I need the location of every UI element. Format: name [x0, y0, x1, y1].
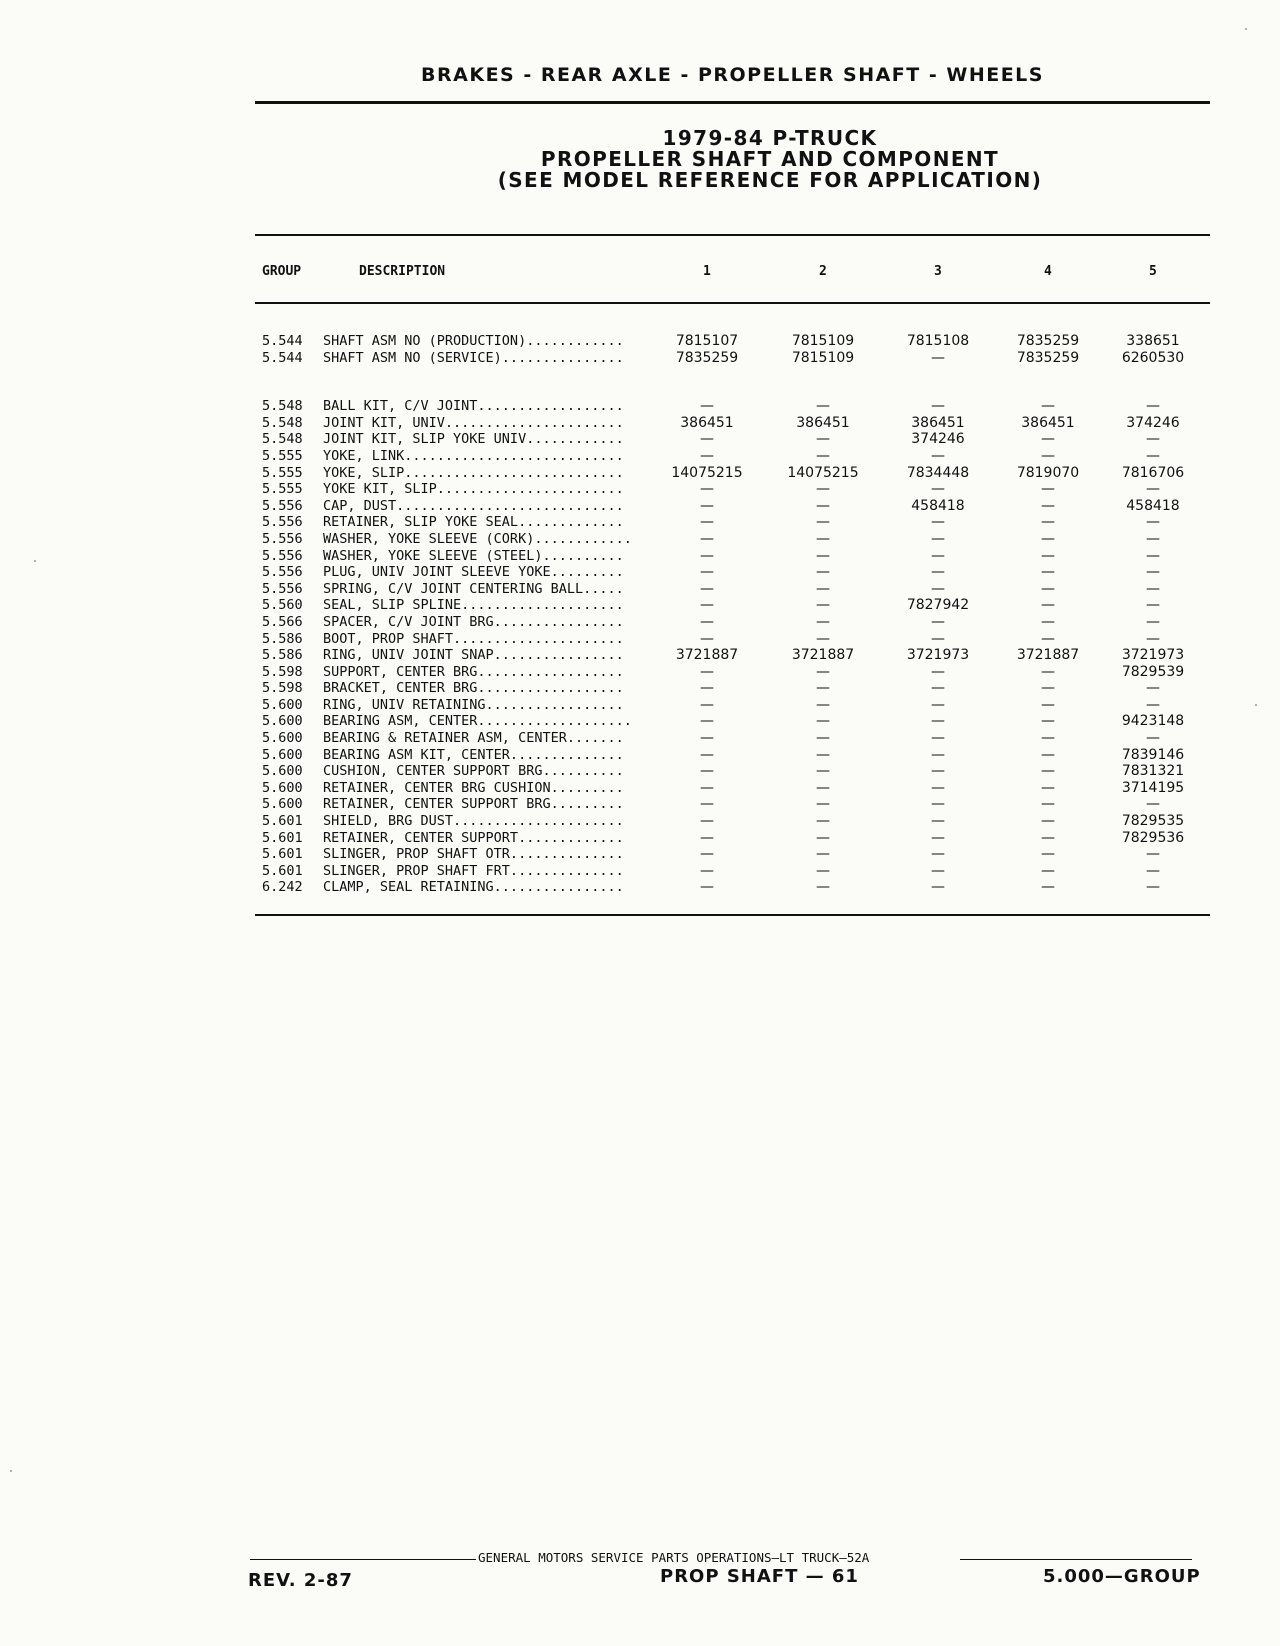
- part-number-col-2: —: [816, 580, 830, 597]
- part-number-col-1: —: [700, 530, 714, 547]
- part-number-col-5: —: [1146, 630, 1160, 647]
- part-description: RING, UNIV RETAINING.................: [323, 696, 624, 713]
- part-number-col-1: —: [700, 713, 714, 730]
- header-col-4: 4: [1044, 264, 1052, 279]
- part-number-col-1: —: [700, 746, 714, 763]
- part-description: BOOT, PROP SHAFT.....................: [323, 630, 624, 647]
- part-number-col-1: —: [700, 829, 714, 846]
- part-number-col-3: —: [931, 514, 945, 531]
- part-number-col-1: —: [700, 813, 714, 830]
- table-row: [0, 813, 1280, 830]
- table-row: [0, 564, 1280, 581]
- part-number-col-5: 7831321: [1121, 763, 1185, 780]
- part-number-col-4: —: [1041, 497, 1055, 514]
- part-number-col-1: —: [700, 630, 714, 647]
- part-description: SHIELD, BRG DUST.....................: [323, 813, 624, 830]
- part-number-col-1: —: [700, 398, 714, 415]
- part-number-col-1: —: [700, 447, 714, 464]
- header-col-3: 3: [934, 264, 942, 279]
- part-number-col-5: 7829535: [1121, 813, 1185, 830]
- part-number-col-4: —: [1041, 447, 1055, 464]
- part-number-col-2: —: [816, 696, 830, 713]
- group-number: 5.560: [262, 597, 303, 614]
- part-number-col-5: —: [1146, 530, 1160, 547]
- part-number-col-4: —: [1041, 431, 1055, 448]
- part-number-col-2: —: [816, 630, 830, 647]
- part-number-col-4: —: [1041, 514, 1055, 531]
- part-number-col-2: —: [816, 713, 830, 730]
- scan-speck: [10, 1470, 12, 1472]
- part-description: WASHER, YOKE SLEEVE (CORK)............: [323, 530, 632, 547]
- part-number-col-4: 3721887: [1016, 647, 1080, 664]
- group-number: 5.548: [262, 414, 303, 431]
- part-number-col-2: —: [816, 398, 830, 415]
- table-bottom-rule: [255, 914, 1210, 916]
- part-number-col-1: 7815107: [675, 333, 739, 349]
- part-number-col-4: —: [1041, 530, 1055, 547]
- part-number-col-3: 7827942: [906, 597, 970, 614]
- part-number-col-3: —: [931, 630, 945, 647]
- part-number-col-5: 3714195: [1121, 779, 1185, 796]
- part-number-col-4: —: [1041, 779, 1055, 796]
- part-number-col-1: —: [700, 547, 714, 564]
- part-description: RETAINER, CENTER SUPPORT BRG.........: [323, 796, 624, 813]
- part-number-col-4: —: [1041, 597, 1055, 614]
- part-number-col-1: —: [700, 730, 714, 747]
- table-row: [0, 680, 1280, 697]
- part-number-col-4: —: [1041, 663, 1055, 680]
- part-number-col-3: —: [931, 796, 945, 813]
- part-number-col-3: —: [931, 813, 945, 830]
- part-description: SUPPORT, CENTER BRG..................: [323, 663, 624, 680]
- part-number-col-1: —: [700, 514, 714, 531]
- part-number-col-2: —: [816, 613, 830, 630]
- group-number: 5.544: [262, 333, 303, 349]
- part-description: BEARING & RETAINER ASM, CENTER.......: [323, 730, 624, 747]
- group-number: 5.555: [262, 464, 303, 481]
- part-number-col-1: —: [700, 431, 714, 448]
- table-row: [0, 614, 1280, 631]
- group-number: 5.556: [262, 530, 303, 547]
- part-number-col-5: —: [1146, 613, 1160, 630]
- group-number: 5.600: [262, 713, 303, 730]
- part-number-col-2: 7815109: [791, 333, 855, 349]
- part-number-col-4: —: [1041, 613, 1055, 630]
- part-number-col-2: —: [816, 730, 830, 747]
- part-number-col-4: 386451: [1021, 414, 1075, 431]
- title-line-1: 1979-84 P-TRUCK: [662, 126, 878, 150]
- part-number-col-2: —: [816, 514, 830, 531]
- table-row: [0, 531, 1280, 548]
- part-number-col-5: —: [1146, 696, 1160, 713]
- group-number: 5.601: [262, 862, 303, 879]
- part-description: CAP, DUST............................: [323, 497, 624, 514]
- part-description: SLINGER, PROP SHAFT FRT..............: [323, 862, 624, 879]
- part-description: SHAFT ASM NO (SERVICE)...............: [323, 349, 624, 366]
- part-number-col-2: —: [816, 530, 830, 547]
- part-number-col-2: —: [816, 564, 830, 581]
- part-number-col-5: —: [1146, 547, 1160, 564]
- part-number-col-1: 7835259: [675, 349, 739, 366]
- section-header: BRAKES - REAR AXLE - PROPELLER SHAFT - WHEELS: [421, 64, 1044, 86]
- table-row: [0, 796, 1280, 813]
- part-number-col-4: 7835259: [1016, 333, 1080, 349]
- part-number-col-2: —: [816, 763, 830, 780]
- part-number-col-2: —: [816, 862, 830, 879]
- part-number-col-2: —: [816, 680, 830, 697]
- part-number-col-3: —: [931, 746, 945, 763]
- part-number-col-2: —: [816, 497, 830, 514]
- part-description: BALL KIT, C/V JOINT..................: [323, 398, 624, 415]
- group-number: 5.586: [262, 630, 303, 647]
- part-description: SPRING, C/V JOINT CENTERING BALL.....: [323, 580, 624, 597]
- table-row: [0, 597, 1280, 614]
- table-row: [0, 647, 1280, 664]
- part-number-col-2: —: [816, 447, 830, 464]
- part-number-col-5: 7829536: [1121, 829, 1185, 846]
- part-number-col-3: 7815108: [906, 333, 970, 349]
- part-number-col-1: —: [700, 597, 714, 614]
- part-number-col-5: —: [1146, 580, 1160, 597]
- part-number-col-5: —: [1146, 514, 1160, 531]
- table-row: [0, 713, 1280, 730]
- part-description: RING, UNIV JOINT SNAP................: [323, 647, 624, 664]
- footer-org: GENERAL MOTORS SERVICE PARTS OPERATIONS—LT TRUCK—52A: [478, 1550, 870, 1565]
- part-number-col-5: 7839146: [1121, 746, 1185, 763]
- group-number: 5.555: [262, 447, 303, 464]
- part-number-col-1: —: [700, 879, 714, 896]
- part-number-col-5: 7816706: [1121, 464, 1185, 481]
- part-description: RETAINER, SLIP YOKE SEAL.............: [323, 514, 624, 531]
- part-number-col-3: —: [931, 763, 945, 780]
- part-number-col-3: —: [931, 398, 945, 415]
- part-number-col-4: —: [1041, 713, 1055, 730]
- part-number-col-5: —: [1146, 862, 1160, 879]
- header-group: GROUP: [262, 264, 302, 279]
- part-number-col-2: —: [816, 846, 830, 863]
- part-number-col-3: —: [931, 481, 945, 498]
- page-titles: [460, 128, 1080, 191]
- group-number: 5.586: [262, 647, 303, 664]
- header-rule: [255, 101, 1210, 104]
- part-number-col-3: —: [931, 730, 945, 747]
- footer-group: 5.000—GROUP: [1043, 1566, 1201, 1587]
- part-number-col-1: —: [700, 680, 714, 697]
- part-number-col-4: —: [1041, 481, 1055, 498]
- part-number-col-5: —: [1146, 447, 1160, 464]
- part-description: RETAINER, CENTER BRG CUSHION.........: [323, 779, 624, 796]
- part-number-col-4: —: [1041, 580, 1055, 597]
- part-number-col-5: 458418: [1126, 497, 1180, 514]
- part-number-col-3: 374246: [911, 431, 965, 448]
- part-number-col-1: —: [700, 763, 714, 780]
- title-line-2: PROPELLER SHAFT AND COMPONENT: [540, 147, 1000, 171]
- group-number: 5.566: [262, 613, 303, 630]
- part-number-col-2: 386451: [796, 414, 850, 431]
- header-bottom-rule: [255, 302, 1210, 304]
- part-number-col-3: —: [931, 862, 945, 879]
- part-number-col-1: —: [700, 846, 714, 863]
- part-number-col-3: —: [931, 779, 945, 796]
- part-number-col-3: —: [931, 564, 945, 581]
- part-number-col-5: —: [1146, 846, 1160, 863]
- group-number: 5.548: [262, 398, 303, 415]
- group-number: 5.598: [262, 663, 303, 680]
- part-number-col-5: —: [1146, 879, 1160, 896]
- part-number-col-3: —: [931, 696, 945, 713]
- part-number-col-2: —: [816, 481, 830, 498]
- part-number-col-2: —: [816, 813, 830, 830]
- part-number-col-1: —: [700, 696, 714, 713]
- part-number-col-5: —: [1146, 481, 1160, 498]
- part-description: YOKE, SLIP...........................: [323, 464, 624, 481]
- table-row: [0, 581, 1280, 598]
- part-number-col-1: 386451: [680, 414, 734, 431]
- part-number-col-3: 458418: [911, 497, 965, 514]
- table-row: [0, 481, 1280, 498]
- part-number-col-1: 3721887: [675, 647, 739, 664]
- part-number-col-5: —: [1146, 796, 1160, 813]
- table-row: [0, 448, 1280, 465]
- group-number: 5.601: [262, 829, 303, 846]
- section-gap: [0, 366, 1280, 398]
- part-number-col-3: —: [931, 879, 945, 896]
- part-number-col-3: 7834448: [906, 464, 970, 481]
- group-number: 5.544: [262, 349, 303, 366]
- part-number-col-3: —: [931, 663, 945, 680]
- part-number-col-4: —: [1041, 730, 1055, 747]
- part-number-col-2: —: [816, 879, 830, 896]
- part-number-col-2: —: [816, 663, 830, 680]
- part-number-col-5: —: [1146, 680, 1160, 697]
- part-number-col-1: —: [700, 613, 714, 630]
- table-row: [0, 830, 1280, 847]
- part-number-col-2: —: [816, 746, 830, 763]
- group-number: 5.600: [262, 763, 303, 780]
- scan-speck: [1255, 704, 1257, 706]
- part-number-col-3: —: [931, 846, 945, 863]
- part-number-col-4: —: [1041, 846, 1055, 863]
- table-row: [0, 514, 1280, 531]
- table-row: [0, 398, 1280, 415]
- header-col-2: 2: [819, 264, 827, 279]
- group-number: 5.555: [262, 481, 303, 498]
- table-row: [0, 730, 1280, 747]
- table-row: [0, 763, 1280, 780]
- table-row: [0, 415, 1280, 432]
- group-number: 5.600: [262, 796, 303, 813]
- part-number-col-4: —: [1041, 630, 1055, 647]
- table-row: [0, 697, 1280, 714]
- part-description: CLAMP, SEAL RETAINING................: [323, 879, 624, 896]
- part-number-col-4: —: [1041, 696, 1055, 713]
- part-description: BRACKET, CENTER BRG..................: [323, 680, 624, 697]
- part-number-col-3: —: [931, 447, 945, 464]
- part-number-col-4: —: [1041, 547, 1055, 564]
- part-description: SPACER, C/V JOINT BRG................: [323, 613, 624, 630]
- part-number-col-2: —: [816, 796, 830, 813]
- group-number: 5.600: [262, 746, 303, 763]
- part-description: CUSHION, CENTER SUPPORT BRG..........: [323, 763, 624, 780]
- part-number-col-3: —: [931, 530, 945, 547]
- part-number-col-5: 374246: [1126, 414, 1180, 431]
- footer-rule-left: [250, 1559, 476, 1560]
- part-number-col-3: —: [931, 829, 945, 846]
- part-description: JOINT KIT, SLIP YOKE UNIV............: [323, 431, 624, 448]
- part-number-col-1: —: [700, 481, 714, 498]
- footer-rev: REV. 2-87: [248, 1570, 353, 1591]
- table-row: [0, 747, 1280, 764]
- table-row: [0, 431, 1280, 448]
- part-number-col-5: 338651: [1126, 333, 1180, 349]
- table-row: [0, 846, 1280, 863]
- part-number-col-5: —: [1146, 398, 1160, 415]
- group-number: 5.556: [262, 497, 303, 514]
- part-number-col-5: 9423148: [1121, 713, 1185, 730]
- footer-rule-right: [960, 1559, 1192, 1560]
- part-number-col-4: —: [1041, 763, 1055, 780]
- part-number-col-1: —: [700, 796, 714, 813]
- part-number-col-3: —: [931, 349, 945, 366]
- part-number-col-3: —: [931, 613, 945, 630]
- part-number-col-4: —: [1041, 746, 1055, 763]
- part-number-col-3: 3721973: [906, 647, 970, 664]
- part-number-col-2: 3721887: [791, 647, 855, 664]
- part-number-col-1: 14075215: [671, 464, 743, 481]
- scan-speck: [34, 560, 36, 562]
- part-description: SLINGER, PROP SHAFT OTR..............: [323, 846, 624, 863]
- table-row: [0, 465, 1280, 482]
- header-col-5: 5: [1149, 264, 1157, 279]
- part-number-col-2: —: [816, 547, 830, 564]
- part-number-col-2: —: [816, 431, 830, 448]
- part-number-col-5: —: [1146, 597, 1160, 614]
- part-number-col-2: 14075215: [787, 464, 859, 481]
- part-description: PLUG, UNIV JOINT SLEEVE YOKE.........: [323, 564, 624, 581]
- scan-speck: [1245, 28, 1247, 30]
- part-number-col-1: —: [700, 862, 714, 879]
- part-number-col-4: —: [1041, 796, 1055, 813]
- part-number-col-5: 3721973: [1121, 647, 1185, 664]
- group-number: 5.556: [262, 547, 303, 564]
- part-number-col-5: 6260530: [1121, 349, 1185, 366]
- part-description: YOKE KIT, SLIP.......................: [323, 481, 624, 498]
- part-number-col-2: —: [816, 829, 830, 846]
- group-number: 6.242: [262, 879, 303, 896]
- part-description: SHAFT ASM NO (PRODUCTION)............: [323, 333, 624, 349]
- part-number-col-1: —: [700, 564, 714, 581]
- table-row: [0, 498, 1280, 515]
- group-number: 5.556: [262, 514, 303, 531]
- part-description: WASHER, YOKE SLEEVE (STEEL)..........: [323, 547, 624, 564]
- part-number-col-3: —: [931, 713, 945, 730]
- table-row: [0, 863, 1280, 880]
- group-number: 5.600: [262, 730, 303, 747]
- part-number-col-4: —: [1041, 680, 1055, 697]
- part-number-col-1: —: [700, 663, 714, 680]
- table-row: [0, 879, 1280, 896]
- part-number-col-3: 386451: [911, 414, 965, 431]
- part-description: SEAL, SLIP SPLINE....................: [323, 597, 624, 614]
- group-number: 5.601: [262, 813, 303, 830]
- part-number-col-2: —: [816, 597, 830, 614]
- table-row: [0, 350, 1280, 367]
- part-number-col-4: —: [1041, 829, 1055, 846]
- part-number-col-4: —: [1041, 862, 1055, 879]
- part-description: JOINT KIT, UNIV......................: [323, 414, 624, 431]
- part-number-col-5: —: [1146, 431, 1160, 448]
- part-number-col-1: —: [700, 580, 714, 597]
- header-description: DESCRIPTION: [359, 264, 446, 279]
- footer-page: PROP SHAFT — 61: [660, 1566, 859, 1587]
- part-number-col-5: —: [1146, 730, 1160, 747]
- part-number-col-4: —: [1041, 398, 1055, 415]
- group-number: 5.548: [262, 431, 303, 448]
- group-number: 5.600: [262, 779, 303, 796]
- group-number: 5.601: [262, 846, 303, 863]
- part-description: YOKE, LINK...........................: [323, 447, 624, 464]
- part-number-col-3: —: [931, 580, 945, 597]
- part-number-col-4: —: [1041, 879, 1055, 896]
- header-col-1: 1: [703, 264, 711, 279]
- part-number-col-5: —: [1146, 564, 1160, 581]
- part-number-col-4: 7835259: [1016, 349, 1080, 366]
- part-number-col-4: —: [1041, 564, 1055, 581]
- part-number-col-3: —: [931, 680, 945, 697]
- table-row: [0, 548, 1280, 565]
- part-number-col-1: —: [700, 497, 714, 514]
- table-row: [0, 664, 1280, 681]
- part-description: BEARING ASM, CENTER...................: [323, 713, 632, 730]
- part-number-col-2: 7815109: [791, 349, 855, 366]
- table-top-rule: [255, 234, 1210, 236]
- part-description: BEARING ASM KIT, CENTER..............: [323, 746, 624, 763]
- title-line-3: (SEE MODEL REFERENCE FOR APPLICATION): [497, 168, 1043, 192]
- group-number: 5.556: [262, 564, 303, 581]
- group-number: 5.600: [262, 696, 303, 713]
- part-description: RETAINER, CENTER SUPPORT.............: [323, 829, 624, 846]
- part-number-col-2: —: [816, 779, 830, 796]
- table-row: [0, 333, 1280, 350]
- part-number-col-4: 7819070: [1016, 464, 1080, 481]
- part-number-col-1: —: [700, 779, 714, 796]
- part-number-col-3: —: [931, 547, 945, 564]
- parts-table-body: [0, 333, 1280, 896]
- table-row: [0, 780, 1280, 797]
- table-row: [0, 631, 1280, 648]
- part-number-col-4: —: [1041, 813, 1055, 830]
- group-number: 5.556: [262, 580, 303, 597]
- part-number-col-5: 7829539: [1121, 663, 1185, 680]
- group-number: 5.598: [262, 680, 303, 697]
